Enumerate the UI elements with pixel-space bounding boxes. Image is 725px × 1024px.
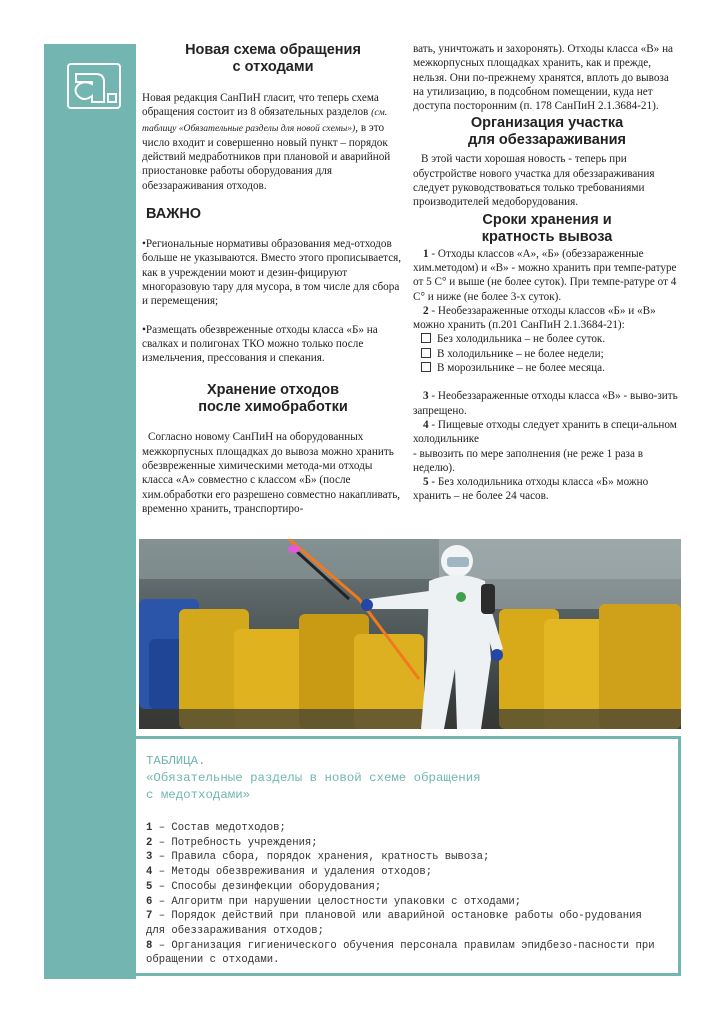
list-item: [146, 821, 666, 836]
item-text: – Потребность учреждения;: [152, 836, 318, 849]
intro-text: Новая редакция СанПиН гласит, что теперь схема обращения состоит из 8 обязательных разделов: [142, 92, 379, 119]
title-line: для обеззараживания: [468, 132, 626, 149]
title-line: кратность вывоза: [481, 228, 613, 245]
item-number: 1: [146, 822, 153, 834]
item-number: 2: [423, 304, 429, 317]
item-number: 4: [146, 866, 153, 879]
page-sidebar: [44, 44, 136, 979]
checklist-item: [421, 332, 681, 346]
terms-item-1: [413, 247, 681, 304]
left-column: [142, 42, 404, 516]
list-item: [146, 880, 666, 895]
item-text: - Пищевые отходы следует хранить в специ-альном холодильнике: [413, 418, 677, 446]
table-title-line: «Обязательные разделы в новой схеме обращения: [146, 771, 481, 785]
title-line: с отходами: [232, 59, 314, 75]
title-line: Сроки хранения и: [482, 211, 612, 228]
list-item: [146, 850, 666, 865]
checklist-text: Без холодильника – не более суток.: [437, 333, 606, 346]
bullet-item: •Размещать обезвреженные отходы класса «Б» на свалках и полигонах ТКО можно только после измельчения, прессования и спекания.: [142, 323, 378, 365]
checklist-text: В холодильнике – не более недели;: [437, 347, 604, 360]
organization-paragraph: В этой части хорошая новость - теперь при обустройстве нового участка для обеззараживания следует руководствоваться только требованиями производителей медоборудования.: [413, 153, 655, 209]
checkbox-icon: [421, 362, 431, 372]
waste-disinfection-photo: [139, 539, 681, 729]
list-item: [146, 939, 666, 968]
terms-item-4-extra: - вывозить по мере заполнения (не реже 1 раза в неделю).: [413, 447, 644, 474]
terms-item-2: [413, 304, 681, 333]
item-number: 6: [146, 895, 153, 908]
item-number: 5: [146, 880, 153, 893]
terms-item-5: [413, 475, 681, 504]
item-number: 8: [146, 939, 153, 952]
terms-item-4: [413, 418, 681, 447]
intro-reference: (см. таблицу «Обязательные разделы для новой схемы»): [142, 107, 388, 134]
item-number: 3: [423, 390, 429, 403]
checkbox-icon: [421, 348, 431, 358]
terms-item-3: [413, 389, 681, 418]
item-text: – Организация гигиенического обучения персонала правилам эпидбезо-пасности при обращении с отходами.: [146, 939, 655, 967]
section-title-organization: [413, 115, 681, 149]
item-number: 1: [423, 247, 429, 260]
checkbox-icon: [421, 333, 431, 343]
table-title: [146, 753, 481, 804]
continuation-paragraph: вать, уничтожать и захоронять). Отходы класса «В» на межкорпусных площадках хранить, как и прежде, нельзя. Они по-прежнему хранятся, вплоть до вывоза на утилизацию, в подсобном помещении, куда нет доступа посторонним (п. 178 СанПиН 2.1.3684-21).: [413, 43, 674, 113]
item-text: - Необеззараженные отходы классов «Б» и «В» можно хранить (п.201 СанПиН 2.1.3684-21):: [413, 304, 656, 332]
item-text: - Отходы классов «А», «Б» (обеззараженные хим.методом) и «В» - можно хранить при темпе-ратуре от 5 С° и выше (не более суток). При темпе-ратуре от 4 С° и ниже (не более 3-х суток).: [413, 247, 677, 303]
table-title-line: ТАБЛИЦА.: [146, 754, 206, 768]
table-title-line: с медотходами»: [146, 788, 251, 802]
bullet-item: •Региональные нормативы образования мед-отходов больше не указываются. Вместо этого прописывается, как в учреждении моют и дезин-фицируют многоразовую тару для мусора, в том числе для сбора и перемещения;: [142, 238, 402, 308]
item-text: – Методы обезвреживания и удаления отходов;: [152, 866, 433, 879]
section-title-storage: [142, 382, 404, 416]
item-number: 3: [146, 851, 153, 864]
checklist-item: [421, 347, 681, 361]
item-text: - Необеззараженные отходы класса «В» - выво-зить запрещено.: [413, 390, 678, 417]
table-list: [146, 821, 666, 968]
title-line: Новая схема обращения: [185, 42, 361, 58]
section-title-terms: [413, 212, 681, 246]
storage-paragraph: Согласно новому СанПиН на оборудованных межкорпусных площадках до вывоза можно хранить обезвреженные химическими метода-ми отходы класса «А» совместно с классом «Б» (после хим.обработки его разрешено совместно накапливать, временно хранить, транспортиро-: [142, 431, 401, 515]
item-text: – Алгоритм при нарушении целостности упаковки с отходами;: [152, 895, 522, 908]
right-column: [413, 42, 681, 504]
photo-illustration: [139, 539, 681, 729]
sections-table: [136, 736, 681, 976]
item-number: 2: [146, 836, 153, 849]
item-text: – Состав медотходов;: [152, 822, 286, 834]
checklist-text: В морозильнике – не более месяца.: [437, 362, 605, 375]
item-text: – Правила сбора, порядок хранения, кратность вывоза;: [152, 851, 490, 864]
important-heading: ВАЖНО: [146, 206, 202, 223]
list-item: [146, 836, 666, 851]
section-logo-icon: [64, 60, 124, 112]
item-number: 7: [146, 910, 153, 923]
list-item: [146, 865, 666, 880]
title-line: после химобработки: [198, 399, 348, 416]
title-line: Хранение отходов: [206, 382, 340, 399]
item-text: - Без холодильника отходы класса «Б» можно хранить – не более 24 часов.: [413, 476, 649, 503]
list-item: [146, 909, 666, 938]
checklist-item: [421, 361, 681, 375]
item-text: – Способы дезинфекции оборудования;: [152, 880, 382, 893]
item-text: – Порядок действий при плановой или аварийной остановке работы обо-рудования для обеззараживания отходов;: [146, 910, 642, 937]
list-item: [146, 895, 666, 910]
intro-paragraph: [142, 91, 404, 193]
section-title-new-scheme: [142, 42, 404, 76]
item-number: 5: [423, 476, 429, 489]
intro-text-end: , в это число входит и совершенно новый пункт – порядок действий медработников при плановой и аварийной приостановке работы оборудования для обеззараживания отходов.: [142, 121, 391, 192]
title-line: Организация участка: [470, 115, 624, 132]
item-number: 4: [423, 418, 429, 431]
